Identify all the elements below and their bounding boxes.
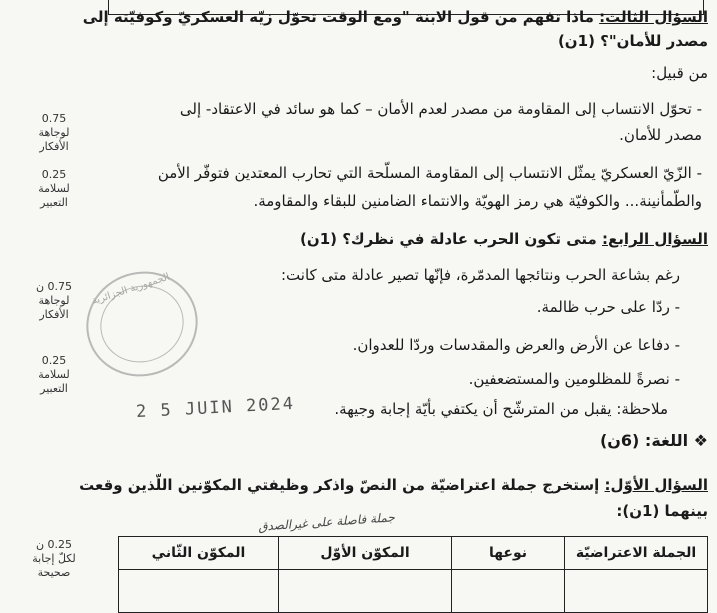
- q4-note: ملاحظة: يقبل من المترشّح أن يكتفي بأيّة إجابة وجيهة.: [334, 400, 668, 418]
- q4-intro: رغم بشاعة الحرب ونتائجها المدمّرة، فإنّها تصير عادلة متى كانت:: [280, 266, 680, 284]
- q4-point3: - نصرةً للمظلومين والمستضعفين.: [468, 370, 680, 388]
- q4-point1: - ردّا على حرب ظالمة.: [536, 298, 680, 316]
- table-cell: [279, 570, 452, 613]
- q3-point1-line2: مصدر للأمان.: [619, 126, 702, 144]
- q4-text: متى تكون الحرب عادلة في نظرك؟ (1ن): [300, 230, 597, 248]
- table-header-cell: المكوّن الأوّل: [279, 537, 452, 570]
- answer-sheet: [79, 0, 708, 600]
- table-cell: [565, 570, 708, 613]
- language-section-title: ❖ اللغة: (6ن): [599, 431, 708, 450]
- q1-line1: [79, 474, 708, 496]
- date-stamp: 2 5 JUIN 2024: [135, 393, 296, 423]
- q3-point1-line1: - تحوّل الانتساب إلى المقاومة من مصدر لعدم الأمان – كما هو سائد في الاعتقاد- إلى: [179, 100, 702, 118]
- margin-score-5: 0.25 ن لكلّ إجابة صحيحة: [32, 538, 76, 579]
- margin-score-4: 0.25 لسلامة التعبير: [38, 354, 70, 395]
- handwritten-note: جملة فاصلة على غيرالصدق: [257, 510, 396, 534]
- q3-line1: [82, 6, 708, 28]
- q3-intro: من قبيل:: [651, 64, 708, 82]
- table-header-cell: المكوّن الثّاني: [119, 537, 279, 570]
- q3-point2-line2: والطّمأنينة... والكوفيّة هي رمز الهويّة والانتماء الضامنين للبقاء والمقاومة.: [253, 192, 702, 210]
- margin-score-1: 0.75 لوجاهة الأفكار: [38, 112, 70, 153]
- table-header-row: [119, 537, 708, 570]
- q4-title: السؤال الرابع:: [602, 230, 708, 248]
- table-header-cell: نوعها: [452, 537, 565, 570]
- margin-score-3: 0.75 ن لوجاهة الأفكار: [35, 280, 73, 321]
- q3-line2: مصدر للأمان"؟ (1ن): [557, 32, 708, 50]
- official-stamp: الجمهورية الجزائرية: [73, 257, 212, 391]
- table-cell: [452, 570, 565, 613]
- table-row: [119, 570, 708, 613]
- q4-line: [96, 228, 708, 250]
- q3-title: السؤال الثالث:: [599, 8, 708, 26]
- q1-title: السؤال الأوّل:: [604, 476, 708, 494]
- q3-point2-line1: - الزّيّ العسكريّ يمثّل الانتساب إلى المقاومة المسلّحة التي تحارب المعتدين فتوفّر الأمن: [157, 164, 702, 182]
- q1-text: إستخرج جملة اعتراضيّة من النصّ واذكر وظيفتي المكوّنين اللّذين وقعت: [79, 476, 600, 494]
- table-header-cell: الجملة الاعتراضيّة: [565, 537, 708, 570]
- q3-text: ماذا تفهم من قول الابنة "ومع الوقت تحوّل زيّه العسكريّ وكوفيّته إلى: [82, 8, 594, 26]
- q4-point2: - دفاعا عن الأرض والعرض والمقدسات وردّا للعدوان.: [352, 336, 680, 354]
- table-cell: [119, 570, 279, 613]
- margin-score-2: 0.25 لسلامة التعبير: [38, 168, 70, 209]
- q1-line2: بينهما (1ن):: [616, 502, 708, 520]
- answer-table: [118, 536, 708, 613]
